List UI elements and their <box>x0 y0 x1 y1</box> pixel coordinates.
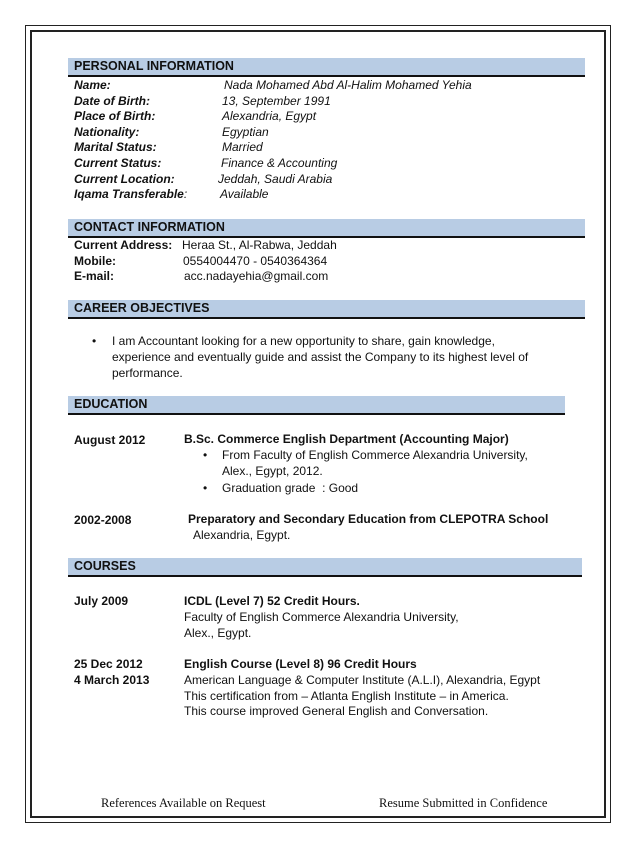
course-detail: This certification from – Atlanta English Institute – in America. <box>184 689 509 703</box>
education-detail: Alexandria, Egypt. <box>193 528 291 542</box>
field-value: Nada Mohamed Abd Al-Halim Mohamed Yehia <box>224 78 472 92</box>
field-value: Finance & Accounting <box>221 156 338 170</box>
field-label: Current Status: <box>74 156 162 170</box>
course-date: 4 March 2013 <box>74 673 150 687</box>
course-detail: Alex., Egypt. <box>184 626 252 640</box>
field-value: 13, September 1991 <box>222 94 331 108</box>
course-detail: American Language & Computer Institute (A.L.I), Alexandria, Egypt <box>184 673 541 687</box>
objective-text-line: experience and eventually guide and assist the Company to its highest level of <box>112 350 529 364</box>
field-label: Marital Status: <box>74 140 157 154</box>
bullet-icon: • <box>92 334 97 348</box>
field-value: Jeddah, Saudi Arabia <box>218 172 333 186</box>
section-title: CAREER OBJECTIVES <box>74 301 210 315</box>
section-header-education <box>68 396 565 415</box>
education-title: Preparatory and Secondary Education from CLEPOTRA School <box>188 512 549 526</box>
field-value: Heraa St., Al-Rabwa, Jeddah <box>182 238 337 252</box>
section-title: COURSES <box>74 559 136 573</box>
education-title: B.Sc. Commerce English Department (Accounting Major) <box>184 432 509 446</box>
objective-text-line: I am Accountant looking for a new opportunity to share, gain knowledge, <box>112 334 495 348</box>
course-title: ICDL (Level 7) 52 Credit Hours. <box>184 594 360 608</box>
field-label: E-mail: <box>74 269 115 283</box>
education-date: 2002-2008 <box>74 513 132 527</box>
course-date: July 2009 <box>74 594 129 608</box>
course-detail: Faculty of English Commerce Alexandria University, <box>184 610 459 624</box>
section-title: PERSONAL INFORMATION <box>74 59 234 73</box>
field-label: Current Address: <box>74 238 173 252</box>
education-detail: From Faculty of English Commerce Alexandria University, <box>222 448 528 462</box>
bullet-icon: • <box>203 481 208 495</box>
section-title: EDUCATION <box>74 397 148 411</box>
section-header-personal <box>68 58 585 77</box>
field-value: Available <box>220 187 269 201</box>
bullet-icon: • <box>203 448 208 462</box>
field-label: Nationality: <box>74 125 140 139</box>
field-label: Name: <box>74 78 111 92</box>
objective-text-line: performance. <box>112 366 183 380</box>
field-value: Egyptian <box>222 125 269 139</box>
education-detail: Alex., Egypt, 2012. <box>222 464 323 478</box>
field-value: Alexandria, Egypt <box>222 109 317 123</box>
field-label: Iqama Transferable: <box>74 187 188 201</box>
course-detail: This course improved General English and Conversation. <box>184 704 489 718</box>
field-value: Married <box>222 140 263 154</box>
section-header-courses <box>68 558 582 577</box>
field-label: Date of Birth: <box>74 94 150 108</box>
footer-confidence: Resume Submitted in Confidence <box>379 796 548 810</box>
section-title: CONTACT INFORMATION <box>74 220 225 234</box>
section-header-career <box>68 300 585 319</box>
education-detail: Graduation grade : Good <box>222 481 359 495</box>
field-value: 0554004470 - 0540364364 <box>183 254 328 268</box>
field-label: Current Location: <box>74 172 175 186</box>
footer-references: References Available on Request <box>101 796 266 810</box>
field-label: Mobile: <box>74 254 116 268</box>
course-date: 25 Dec 2012 <box>74 657 143 671</box>
field-value: acc.nadayehia@gmail.com <box>184 269 329 283</box>
course-title: English Course (Level 8) 96 Credit Hours <box>184 657 417 671</box>
education-date: August 2012 <box>74 433 146 447</box>
field-label: Place of Birth: <box>74 109 156 123</box>
section-header-contact <box>68 219 585 238</box>
